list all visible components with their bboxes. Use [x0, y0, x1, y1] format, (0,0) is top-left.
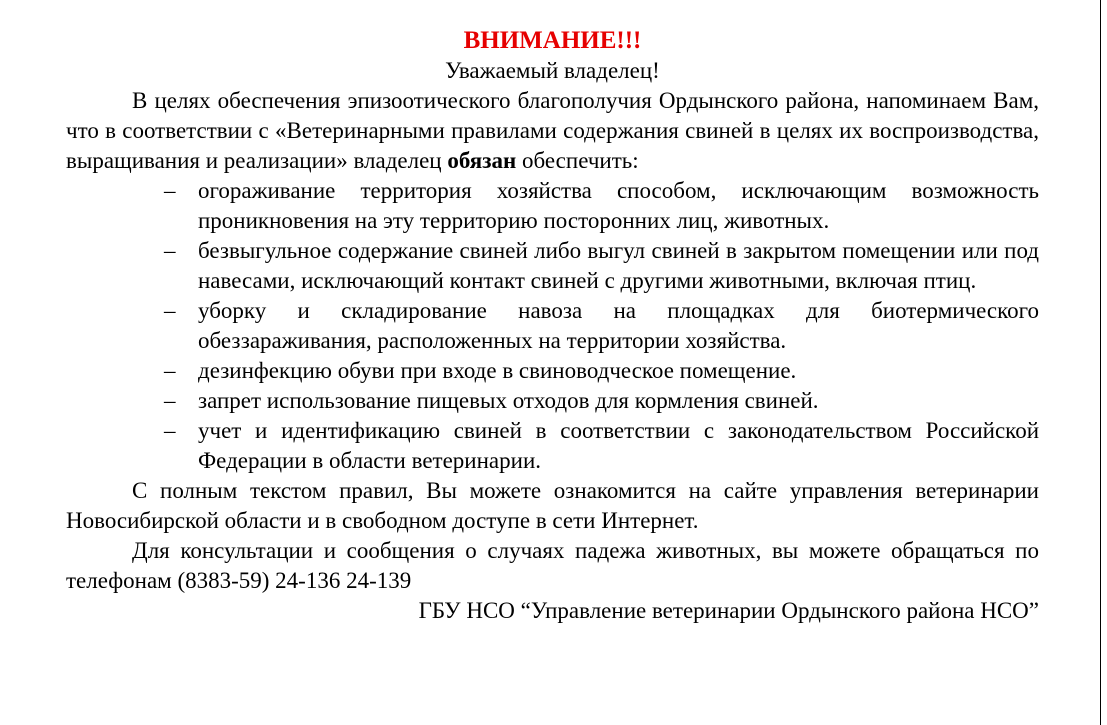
list-dash: –: [164, 298, 176, 323]
list-item-text: уборку и складирование навоза на площадках для биотермического обеззараживания, расположенных на территории хозяйства.: [198, 298, 1039, 353]
requirements-list: [66, 176, 1039, 476]
list-dash: –: [164, 238, 176, 263]
list-item-text: запрет использование пищевых отходов для кормления свиней.: [198, 388, 819, 413]
list-item-text: огораживание территория хозяйства способом, исключающим возможность проникновения на эту территорию посторонних лиц, животных.: [198, 178, 1039, 233]
list-item: [164, 296, 1039, 356]
list-item-text: дезинфекцию обуви при входе в свиноводческое помещение.: [198, 358, 797, 383]
intro-bold-word: обязан: [447, 148, 517, 173]
list-dash: –: [164, 418, 176, 443]
list-dash: –: [164, 178, 176, 203]
list-item: [164, 236, 1039, 296]
notice-title: ВНИМАНИЕ!!!: [463, 27, 642, 54]
list-item: [164, 416, 1039, 476]
list-item: [164, 386, 1039, 416]
intro-paragraph: [66, 86, 1039, 176]
list-dash: –: [164, 388, 176, 413]
list-item-text: учет и идентификацию свиней в соответствии с законодательством Российской Федерации в области ветеринарии.: [198, 418, 1039, 473]
list-item-text: безвыгульное содержание свиней либо выгул свиней в закрытом помещении или под навесами, исключающий контакт свиней с другими животными, включая птиц.: [198, 238, 1039, 293]
list-item: [164, 356, 1039, 386]
notice-content: [66, 26, 1039, 626]
intro-text: В целях обеспечения эпизоотического благополучия Ордынского района, напоминаем Вам, что в соответствии с «Ветеринарными правилами содержания свиней в целях их воспроизводства, выращивания и реализации» владелец: [66, 88, 1039, 173]
greeting: Уважаемый владелец!: [445, 58, 660, 83]
rules-paragraph: С полным текстом правил, Вы можете ознакомится на сайте управления ветеринарии Новосибирской области и в свободном доступе в сети Интернет.: [66, 478, 1039, 533]
page-edge-rule: [1100, 0, 1101, 725]
intro-text-end: обеспечить:: [516, 148, 639, 173]
list-dash: –: [164, 358, 176, 383]
contact-paragraph: Для консультации и сообщения о случаях падежа животных, вы можете обращаться по телефонам (8383-59) 24-136 24-139: [66, 538, 1039, 593]
list-item: [164, 176, 1039, 236]
signature: ГБУ НСО “Управление ветеринарии Ордынского района НСО”: [418, 598, 1039, 623]
